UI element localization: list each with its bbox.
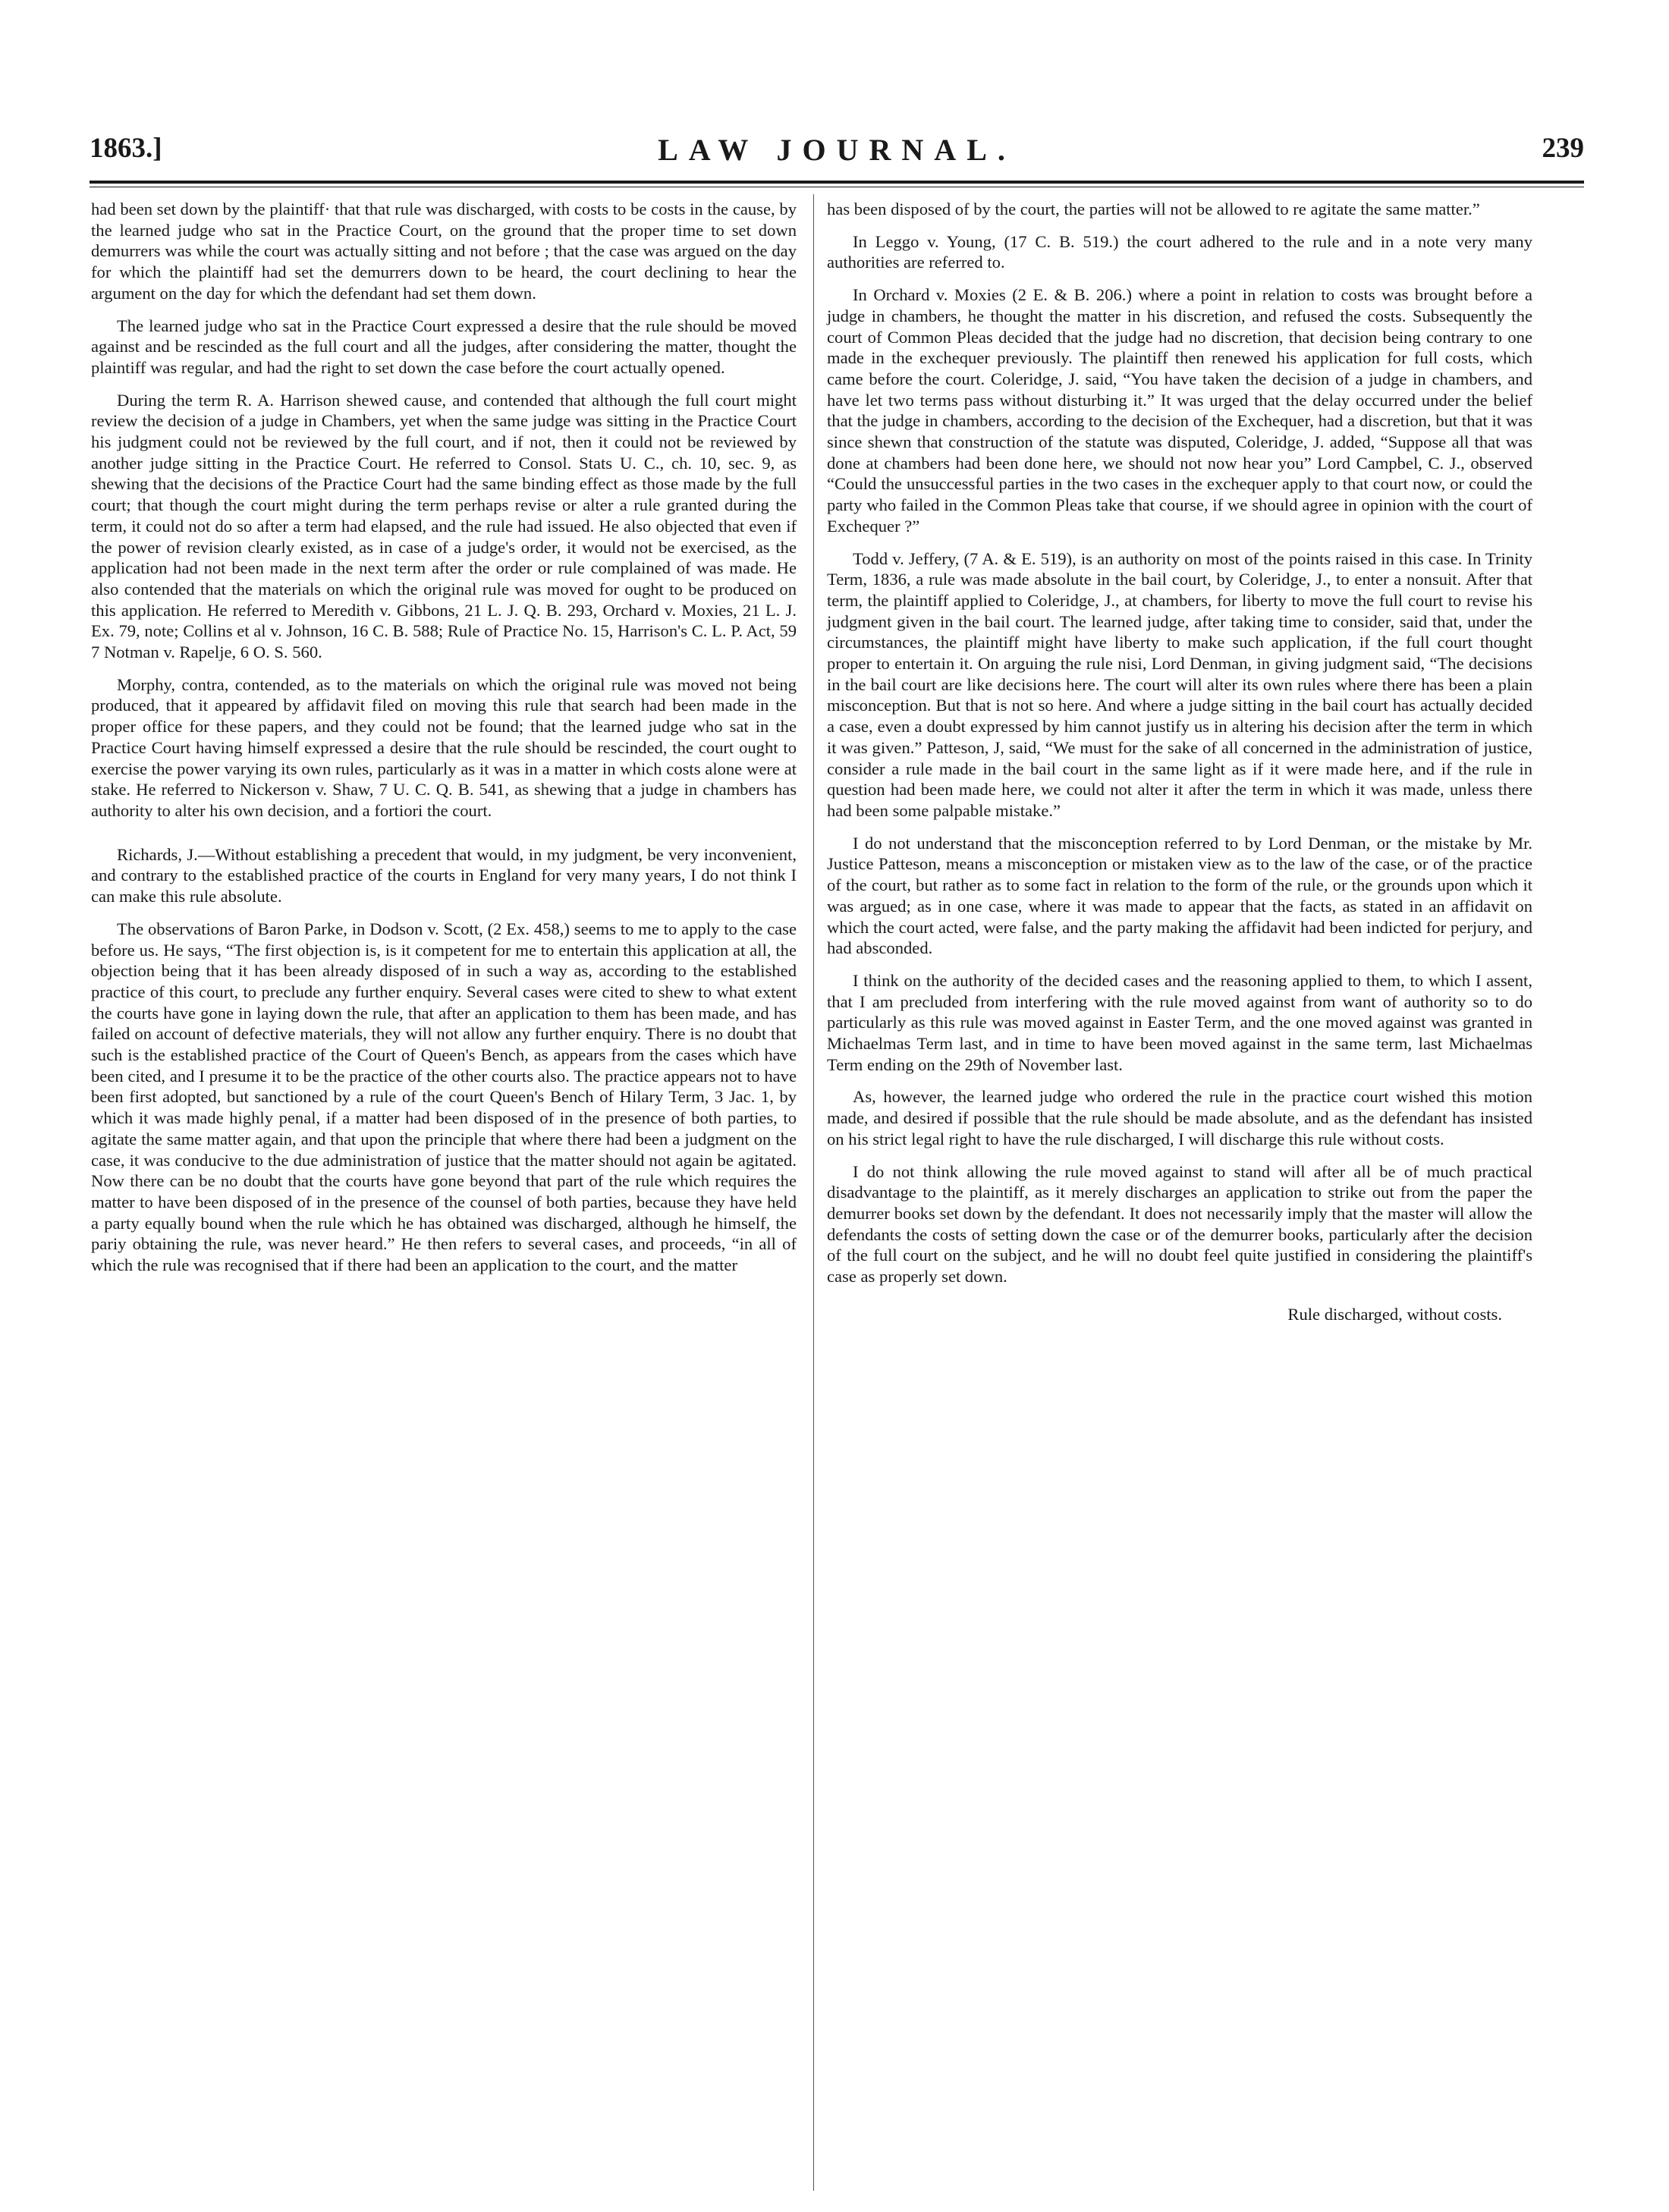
paragraph: has been disposed of by the court, the parties will not be allowed to re agitate the same matter.” bbox=[827, 200, 1480, 218]
paragraph: I do not think allowing the rule moved against to stand will after all be of much practical disadvantage to the plaintiff, as it merely discharges an application to strike out from the paper the demurrer books set down by the defendant. It does not necessarily imply that the master will allow the defendants the costs of setting down the case or of the demurrer books, particularly after the decision of the full court on the subject, and he will no doubt feel quite justified in considering the plaintiff's case as properly set down. bbox=[827, 1161, 1532, 1287]
judgment-opening: Richards, J.—Without establishing a precedent that would, in my judgment, be very inconvenient, and contrary to the established practice of the courts in England for very many years, I do not think I can make this rule absolute. bbox=[91, 844, 797, 906]
paragraph: The observations of Baron Parke, in Dodson v. Scott, (2 Ex. 458,) seems to me to apply to the case before us. He says, “The first objection is, is it competent for me to entertain this application at all, the objection being that it has been already disposed of in such a way as, according to the established practice of this court, to preclude any further enquiry. Several cases were cited to shew to what extent the courts have gone in laying down the rule, that after an application to them has been made, and has failed on account of defective materials, they will not allow any further enquiry. There is no doubt that such is the established practice of the Court of Queen's Bench, as appears from the cases which have been cited, and I presume it to be the practice of the other courts also. The practice appears not to have been first adopted, but sanctioned by a rule of the court Queen's Bench of Hilary Term, 3 Jac. 1, by which it was made highly penal, if a matter had been disposed of in the presence of both parties, to agitate the same matter again, and that upon the principle that where there had been a judgment on the case, it was conducive to the due administration of justice that the matter should not again be agitated. Now there can be no doubt that the courts have gone beyond that part of the rule which requires the matter to have been disposed of in the presence of the counsel of both parties, because they have held a party equally bound when the rule which he has obtained was discharged, although he himself, the pariy obtaining the rule, was never heard.” He then refers to several cases, and proceeds, “in all of which the rule was recognised that if there had been an application to the court, and the matter bbox=[91, 919, 797, 1275]
paragraph: During the term R. A. Harrison shewed cause, and contended that although the full court might review the decision of a judge in Chambers, yet when the same judge was sitting in the Practice Court his judgment could not be reviewed by the full court, and if not, then it could not be reviewed by another judge sitting in the Practice Court. He referred to Consol. Stats U. C., ch. 10, sec. 9, as shewing that the decisions of the Practice Court had the same binding effect as those made by the full court; that though the court might during the term perhaps revise or alter a rule granted during the term, it could not do so after a term had elapsed, and the rule had issued. He also objected that even if the power of revision clearly existed, as in case of a judge's order, it would not be exercised, as the application had not been made in the next term after the order or rule complained of was made. He also contended that the materials on which the original rule was moved for ought to be produced on this application. He referred to Meredith v. Gibbons, 21 L. J. Q. B. 293, Orchard v. Moxies, 21 L. J. Ex. 79, note; Collins et al v. Johnson, 16 C. B. 588; Rule of Practice No. 15, Harrison's C. L. P. Act, 59 7 Notman v. Rapelje, 6 O. S. 560. bbox=[91, 390, 797, 662]
header-year: 1863.] bbox=[90, 133, 162, 164]
left-column bbox=[91, 199, 797, 1287]
paragraph: had been set down by the plaintiff· that that rule was discharged, with costs to be costs in the cause, by the learned judge who sat in the Practice Court, on the ground that the proper time to set down demurrers was while the court was actually sitting and not before ; that the case was argued on the day for which the plaintiff had set the demurrers down to be heard, the court declining to hear the argument on the day for which the defendant had set them down. bbox=[91, 200, 797, 303]
header-rule-thick bbox=[90, 181, 1584, 184]
paragraph: I think on the authority of the decided cases and the reasoning applied to them, to which I assent, that I am precluded from interfering with the rule moved against from want of authority so to do particularly as this rule was moved against in Easter Term, and the one moved against was granted in Michaelmas Term last, and in time to have been moved against in the same term, last Michaelmas Term ending on the 29th of November last. bbox=[827, 970, 1532, 1074]
paragraph: The learned judge who sat in the Practice Court expressed a desire that the rule should be moved against and be rescinded as the full court and all the judges, after considering the matter, thought the plaintiff was regular, and had the right to set down the case before the court actually opened. bbox=[91, 316, 797, 377]
paragraph: As, however, the learned judge who ordered the rule in the practice court wished this motion made, and desired if possible that the rule should be made absolute, and as the defendant has insisted on his strict legal right to have the rule discharged, I will discharge this rule without costs. bbox=[827, 1087, 1532, 1148]
page-number: 239 bbox=[1542, 133, 1584, 164]
paragraph: I do not understand that the misconception referred to by Lord Denman, or the mistake by Mr. Justice Patteson, means a misconception or mistaken view as to the law of the case, or of the practice of the court, but rather as to some fact in relation to the form of the rule, or the grounds upon which it was argued; as in one case, where it was made to appear that the facts, as stated in an affidavit on which the court acted, were false, and the party making the affidavit had been indicted for perjury, and had absconded. bbox=[827, 833, 1532, 958]
running-head bbox=[90, 127, 1584, 179]
closing-line: Rule discharged, without costs. bbox=[1287, 1304, 1502, 1324]
paragraph: Todd v. Jeffery, (7 A. & E. 519), is an authority on most of the points raised in this case. In Trinity Term, 1836, a rule was made absolute in the bail court, by Coleridge, J., to enter a nonsuit. After that term, the plaintiff applied to Coleridge, J., at chambers, for liberty to move the full court to revise his judgment given in the bail court. The learned judge, after taking time to consider, said that, under the circumstances, the plaintiff might have liberty to make such application, if the full court thought proper to entertain it. On arguing the rule nisi, Lord Denman, in giving judgment said, “The decisions in the bail court are like decisions here. The court will alter its own rules where there has been a plain misconception. But that is not so here. And where a judge sitting in the bail court has actually decided a case, even a doubt expressed by him cannot justify us in altering his decision after the term in which it was given.” Patteson, J, said, “We must for the sake of all concerned in the administration of justice, consider a rule made in the bail court in the same light as if it were made here, and if the rule in question had been made here, we could not alter it after the term in which it was made, unless there had been some palpable mistake.” bbox=[827, 548, 1532, 820]
journal-title: LAW JOURNAL. bbox=[658, 133, 1016, 167]
paragraph: In Orchard v. Moxies (2 E. & B. 206.) where a point in relation to costs was brought before a judge in chambers, he thought the matter in his discretion, and refused the costs. Subsequently the court of Common Pleas decided that the judge had no discretion, that decision being contrary to one made in the exchequer previously. The plaintiff then renewed his application for full costs, which came before the court. Coleridge, J. said, “You have taken the decision of a judge in chambers, and have let two terms pass without disturbing it.” It was urged that the delay occurred under the belief that the judge in chambers, according to the decision of the Exchequer, had a discretion, but that it was since shewn that construction of the statute was disputed, Coleridge, J. added, “Suppose all that was done at chambers had been done here, we should not now hear you” Lord Campbel, C. J., observed “Could the unsuccessful parties in the two cases in the exchequer apply to that court now, or could the party who failed in the Common Pleas take that course, if we should agree in opinion with the court of Exchequer ?” bbox=[827, 285, 1532, 536]
paragraph: In Leggo v. Young, (17 C. B. 519.) the court adhered to the rule and in a note very many authorities are referred to. bbox=[827, 231, 1532, 272]
column-divider bbox=[813, 194, 814, 2191]
paragraph: Morphy, contra, contended, as to the materials on which the original rule was moved not being produced, that it appeared by affidavit filed on moving this rule that search had been made in the proper office for these papers, and they could not be found; that the learned judge who sat in the Practice Court having himself expressed a desire that the rule should be rescinded, the court ought to exercise the power varying its own rules, particularly as it was in a matter in which costs alone were at stake. He referred to Nickerson v. Shaw, 7 U. C. Q. B. 541, as shewing that a judge in chambers has authority to alter his own decision, and a fortiori the court. bbox=[91, 674, 797, 820]
right-column bbox=[827, 199, 1532, 1336]
